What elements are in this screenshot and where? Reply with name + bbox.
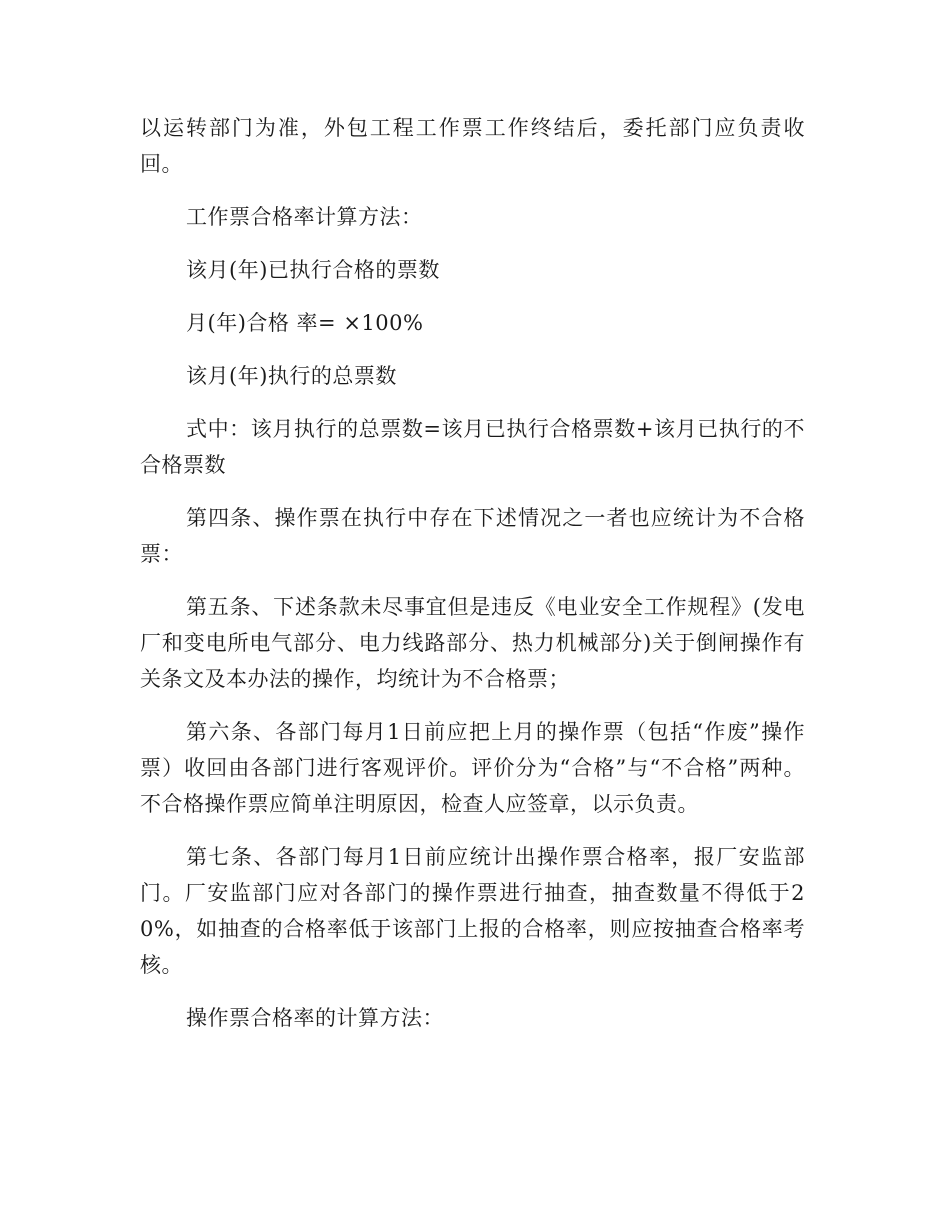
paragraph-operation-ticket-method-heading: 操作票合格率的计算方法： [186,1006,444,1030]
formula-numerator: 该月(年)已执行合格的票数 [186,258,440,282]
document-body [140,110,805,1053]
formula-rate: 月(年)合格 率= ×100% [186,311,424,335]
paragraph-article-4: 第四条、操作票在执行中存在下述情况之一者也应统计为不合格票： [140,506,805,566]
formula-denominator: 该月(年)执行的总票数 [186,364,397,388]
paragraph-article-7: 第七条、各部门每月1日前应统计出操作票合格率，报厂安监部门。厂安监部门应对各部门的操作票进行抽查，抽查数量不得低于20%，如抽查的合格率低于该部门上报的合格率，则应按抽查合格率考核。 [140,845,805,977]
paragraph-article-6: 第六条、各部门每月1日前应把上月的操作票（包括“作废”操作票）收回由各部门进行客观评价。评价分为“合格”与“不合格”两种。不合格操作票应简单注明原因，检查人应签章，以示负责。 [140,720,805,816]
paragraph-continuation: 以运转部门为准，外包工程工作票工作终结后，委托部门应负责收回。 [140,116,805,176]
paragraph-article-5: 第五条、下述条款未尽事宜但是违反《电业安全工作规程》(发电厂和变电所电气部分、电力线路部分、热力机械部分)关于倒闸操作有关条文及本办法的操作，均统计为不合格票； [140,595,805,691]
paragraph-work-ticket-method-heading: 工作票合格率计算方法： [186,205,423,229]
paragraph-formula-explanation: 式中：该月执行的总票数=该月已执行合格票数+该月已执行的不合格票数 [140,417,805,477]
